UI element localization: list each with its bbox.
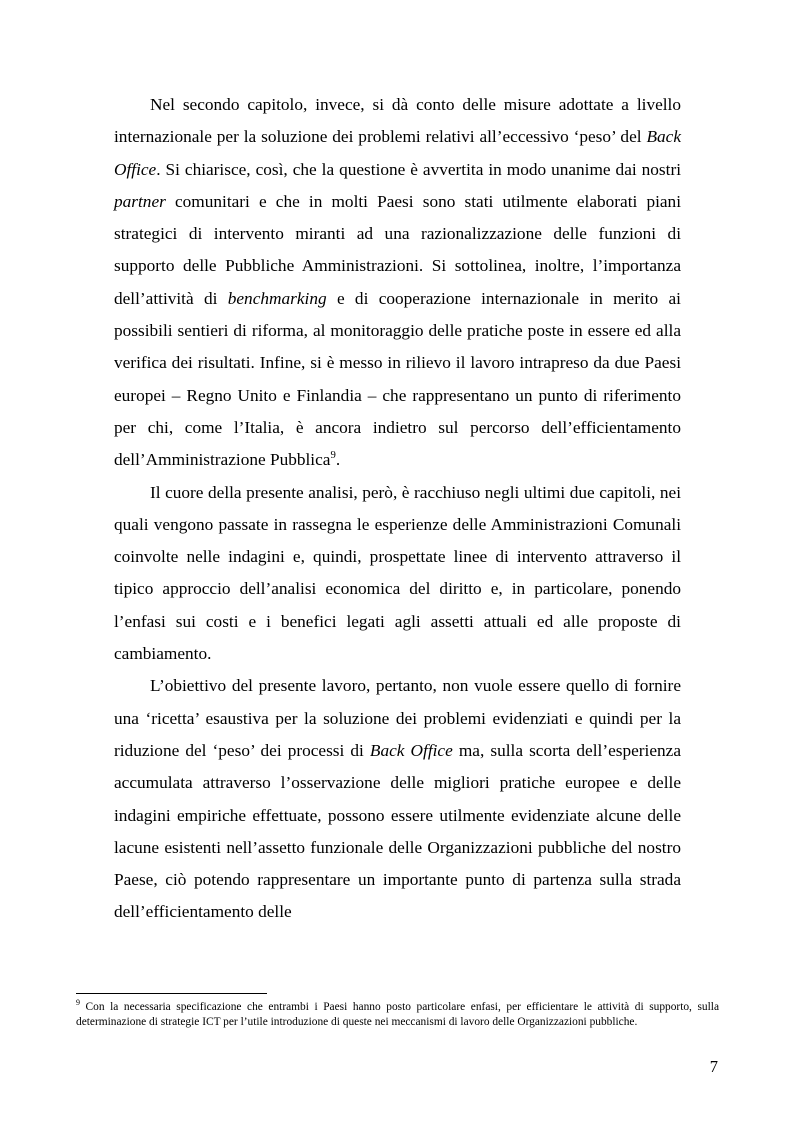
footnote [76,1000,719,1030]
text-run: L’obiettivo del presente lavoro, pertanto, non vuole essere quello di fornire una ‘ricetta’ esaustiva per la soluzione dei problemi evidenziati e quindi per la riduzione del ‘peso’ dei processi di [114,676,681,760]
italic-term: benchmarking [227,288,327,308]
text-run: ma, sulla scorta dell’esperienza accumulata attraverso l’osservazione delle migliori pratiche europee e delle indagini empiriche effettuate, possono essere utilmente evidenziate alcune delle lacune esistenti nell’assetto funzionale delle Organizzazioni pubbliche del nostro Paese, ciò potendo rappresentare un importante punto di partenza sulla strada dell’efficientamento delle [114,740,681,922]
text-run: Nel secondo capitolo, invece, si dà conto delle misure adottate a livello internazionale per la soluzione dei problemi relativi all’eccessivo ‘peso’ del [114,95,681,147]
footnote-reference: 9 [330,449,336,462]
text-run: Il cuore della presente analisi, però, è racchiuso negli ultimi due capitoli, nei quali vengono passate in rassegna le esperienze delle Amministrazioni Comunali coinvolte nelle indagini e, quindi, prospettate linee di intervento attraverso il tipico approccio dell’analisi economica del diritto e, in particolare, ponendo l’enfasi sui costi e i benefici legati agli assetti attuali ed alle proposte di cambiamento. [114,482,681,664]
footnote-separator [76,993,267,994]
italic-term: Back Office [114,127,681,179]
italic-term: partner [114,191,166,211]
footnote-number: 9 [76,998,80,1008]
text-run: . [335,450,341,470]
text-run: comunitari e che in molti Paesi sono stati utilmente elaborati piani strategici di intervento miranti ad una razionalizzazione delle funzioni di supporto delle Pubbliche Amministrazioni. Si sottolinea, inoltre, l’importanza dell’attività di [114,191,681,308]
italic-term: Back Office [369,740,453,760]
paragraph [114,477,681,671]
page-number: 7 [709,1057,718,1076]
body-text [114,89,681,929]
paragraph [114,670,681,928]
text-run: . Si chiarisce, così, che la questione è avvertita in modo unanime dai nostri [156,159,681,179]
paragraph [114,89,681,477]
footnote-text: Con la necessaria specificazione che entrambi i Paesi hanno posto particolare enfasi, per efficientare le attività di supporto, sulla determinazione di strategie ICT per l’utile introduzione di queste nei meccanismi di lavoro delle Organizzazioni pubbliche. [76,1001,719,1028]
text-run: e di cooperazione internazionale in merito ai possibili sentieri di riforma, al monitoraggio delle pratiche poste in essere ed alla verifica dei risultati. Infine, si è messo in rilievo il lavoro intrapreso da due Paesi europei – Regno Unito e Finlandia – che rappresentano un punto di riferimento per chi, come l’Italia, è ancora indietro sul percorso dell’efficientamento dell’Amministrazione Pubblica [114,288,681,470]
